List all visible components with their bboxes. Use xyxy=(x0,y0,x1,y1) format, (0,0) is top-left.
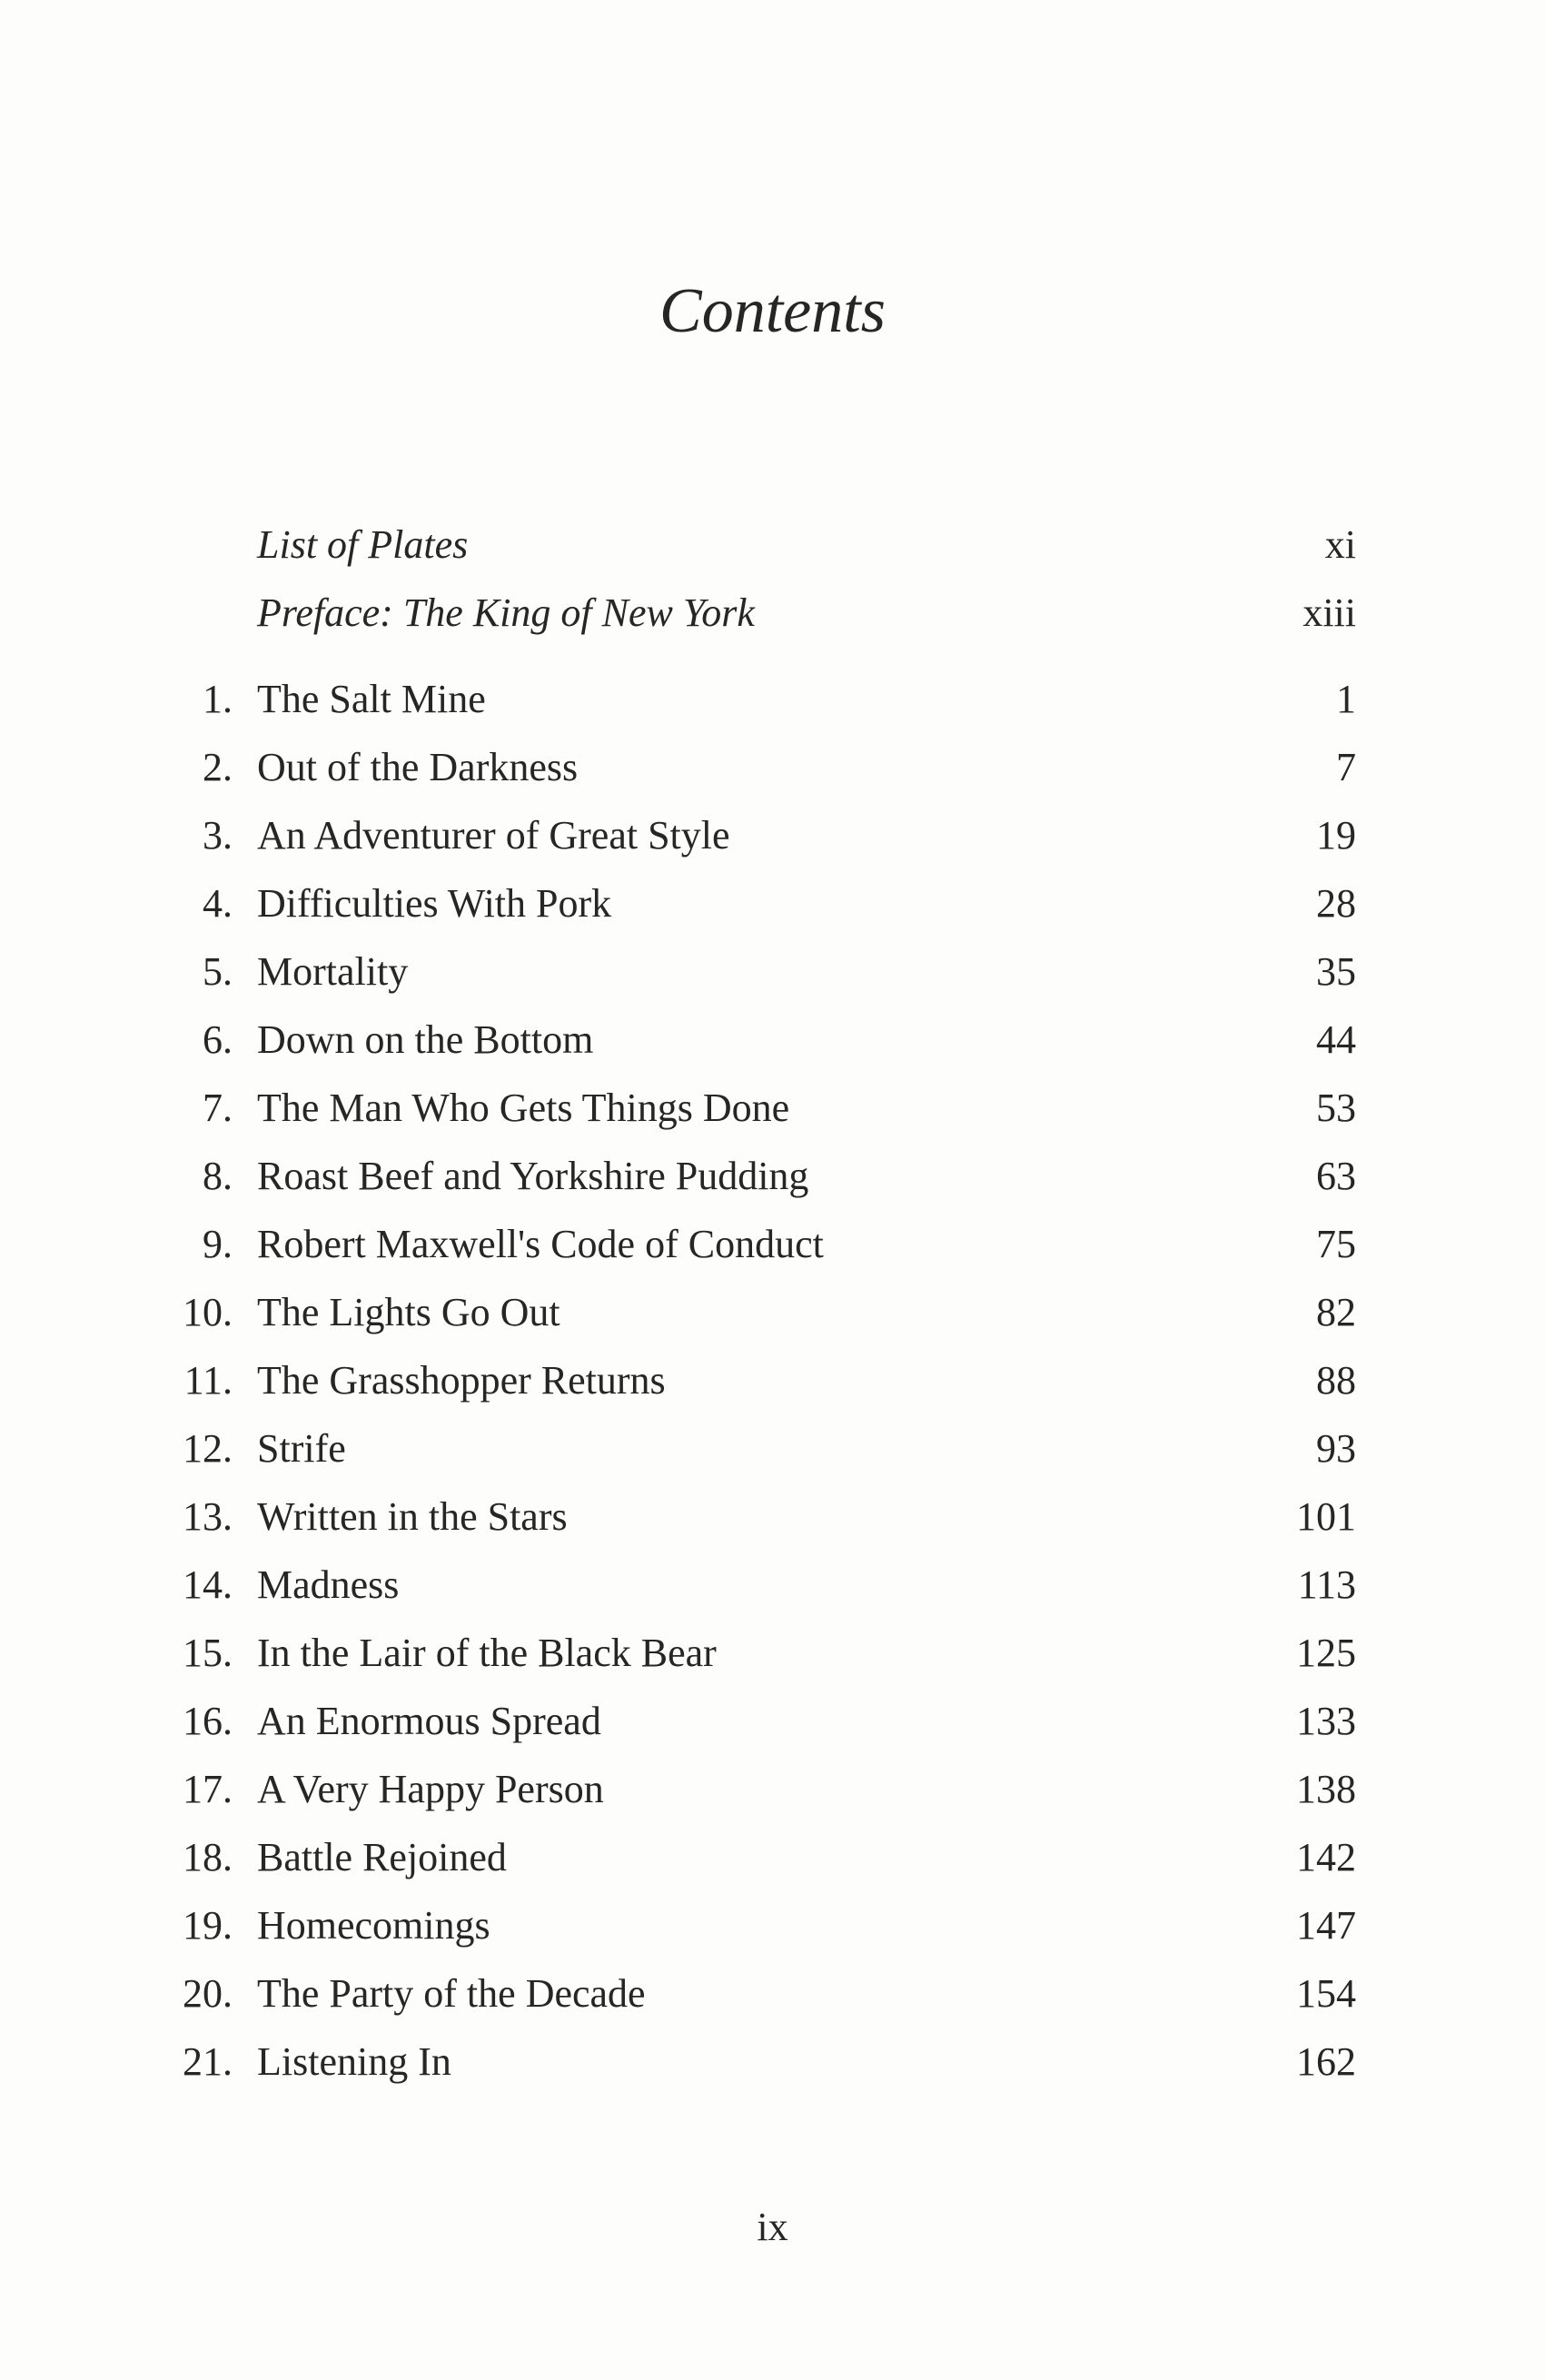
toc-entry-page: 101 xyxy=(1296,1494,1356,1539)
toc-entry-page: 93 xyxy=(1316,1426,1356,1471)
toc-entry-label: In the Lair of the Black Bear xyxy=(257,1631,717,1675)
toc-entry-label: The Man Who Gets Things Done xyxy=(257,1086,790,1130)
toc-entry-label: Robert Maxwell's Code of Conduct xyxy=(257,1222,824,1266)
toc-entry-chapter[interactable] xyxy=(0,1687,1545,1755)
toc-entry-number: 21. xyxy=(183,2039,233,2084)
chapter-list xyxy=(0,665,1545,2096)
toc-entry-chapter[interactable] xyxy=(0,1483,1545,1551)
toc-entry-number: 20. xyxy=(183,1971,233,2016)
toc-entry-chapter[interactable] xyxy=(0,1891,1545,1959)
toc-entry-label: Strife xyxy=(257,1426,346,1471)
toc-entry-page: 19 xyxy=(1316,813,1356,858)
toc-entry-label: Homecomings xyxy=(257,1903,490,1948)
toc-entry-label: Mortality xyxy=(257,949,409,994)
toc-entry-list-of-plates[interactable] xyxy=(0,511,1545,579)
toc-entry-number: 13. xyxy=(183,1494,233,1539)
toc-entry-chapter[interactable] xyxy=(0,869,1545,937)
toc-entry-number: 5. xyxy=(203,949,233,994)
toc-entry-page: 113 xyxy=(1297,1562,1356,1607)
toc-entry-label: The Salt Mine xyxy=(257,677,486,721)
toc-entry-label: Battle Rejoined xyxy=(257,1835,507,1879)
toc-entry-number: 8. xyxy=(203,1154,233,1198)
toc-entry-chapter[interactable] xyxy=(0,937,1545,1006)
toc-entry-page: 82 xyxy=(1316,1290,1356,1334)
toc-entry-chapter[interactable] xyxy=(0,1959,1545,2028)
toc-entry-page: 162 xyxy=(1296,2039,1356,2084)
toc-entry-page: 35 xyxy=(1316,949,1356,994)
toc-entry-label: An Enormous Spread xyxy=(257,1699,601,1743)
toc-entry-number: 6. xyxy=(203,1017,233,1062)
toc-entry-label: An Adventurer of Great Style xyxy=(257,813,730,858)
toc-entry-page: 133 xyxy=(1296,1699,1356,1743)
toc-entry-chapter[interactable] xyxy=(0,1823,1545,1891)
toc-entry-label: A Very Happy Person xyxy=(257,1767,604,1811)
toc-entry-page: 147 xyxy=(1296,1903,1356,1948)
section-gap xyxy=(0,647,1545,665)
toc-entry-number: 2. xyxy=(203,745,233,789)
toc-entry-label: Out of the Darkness xyxy=(257,745,579,789)
toc-entry-chapter[interactable] xyxy=(0,1074,1545,1142)
toc-entry-label: Madness xyxy=(257,1562,400,1607)
toc-entry-label: Listening In xyxy=(257,2039,451,2084)
toc-entry-number: 11. xyxy=(183,1358,233,1403)
toc-entry-chapter[interactable] xyxy=(0,1210,1545,1278)
toc-entry-chapter[interactable] xyxy=(0,1006,1545,1074)
toc-entry-page: 154 xyxy=(1296,1971,1356,2016)
toc-entry-chapter[interactable] xyxy=(0,733,1545,801)
toc-entry-page: xiii xyxy=(1302,590,1356,635)
toc-entry-number: 1. xyxy=(203,677,233,721)
toc-entry-number: 9. xyxy=(203,1222,233,1266)
toc-entry-number: 4. xyxy=(203,881,233,926)
toc-entry-number: 15. xyxy=(183,1631,233,1675)
toc-entry-chapter[interactable] xyxy=(0,1414,1545,1483)
toc-entry-number: 3. xyxy=(203,813,233,858)
toc-entry-page: 88 xyxy=(1316,1358,1356,1403)
toc-entry-chapter[interactable] xyxy=(0,1551,1545,1619)
toc-entry-chapter[interactable] xyxy=(0,1755,1545,1823)
toc-entry-page: 75 xyxy=(1316,1222,1356,1266)
toc-entry-number: 17. xyxy=(183,1767,233,1811)
toc-entry-number: 12. xyxy=(183,1426,233,1471)
page-title: Contents xyxy=(659,276,886,346)
toc-entry-label: Down on the Bottom xyxy=(257,1017,594,1062)
toc-entry-page: 44 xyxy=(1316,1017,1356,1062)
toc-entry-preface[interactable] xyxy=(0,579,1545,647)
toc-entry-page: 53 xyxy=(1316,1086,1356,1130)
toc-entry-chapter[interactable] xyxy=(0,1619,1545,1687)
toc-entry-label: Preface: The King of New York xyxy=(257,590,755,635)
toc-entry-page: 28 xyxy=(1316,881,1356,926)
toc-entry-page: 1 xyxy=(1336,677,1356,721)
toc-entry-page: 138 xyxy=(1296,1767,1356,1811)
toc-entry-label: Written in the Stars xyxy=(257,1494,568,1539)
toc-entry-chapter[interactable] xyxy=(0,1346,1545,1414)
toc-entry-label: The Grasshopper Returns xyxy=(257,1358,666,1403)
toc-entry-page: 142 xyxy=(1296,1835,1356,1879)
toc-entry-label: Roast Beef and Yorkshire Pudding xyxy=(257,1154,809,1198)
toc-entry-label: Difficulties With Pork xyxy=(257,881,612,926)
toc-entry-chapter[interactable] xyxy=(0,1142,1545,1210)
toc-entry-label: The Party of the Decade xyxy=(257,1971,646,2016)
toc-entry-page: 125 xyxy=(1296,1631,1356,1675)
toc-entry-number: 19. xyxy=(183,1903,233,1948)
toc-entry-chapter[interactable] xyxy=(0,665,1545,733)
toc-entry-number: 18. xyxy=(183,1835,233,1879)
toc-entry-page: 63 xyxy=(1316,1154,1356,1198)
toc-entry-page: xi xyxy=(1324,522,1356,567)
toc-entry-number: 14. xyxy=(183,1562,233,1607)
toc-entry-number: 7. xyxy=(203,1086,233,1130)
toc-entry-chapter[interactable] xyxy=(0,2028,1545,2096)
toc-entry-label: The Lights Go Out xyxy=(257,1290,560,1334)
page-number: ix xyxy=(757,2205,788,2249)
toc-entry-label: List of Plates xyxy=(257,522,469,567)
toc-entry-chapter[interactable] xyxy=(0,1278,1545,1346)
toc-entry-number: 10. xyxy=(183,1290,233,1334)
toc-entry-page: 7 xyxy=(1336,745,1356,789)
toc-entry-chapter[interactable] xyxy=(0,801,1545,869)
toc-entry-number: 16. xyxy=(183,1699,233,1743)
table-of-contents xyxy=(0,511,1545,2096)
